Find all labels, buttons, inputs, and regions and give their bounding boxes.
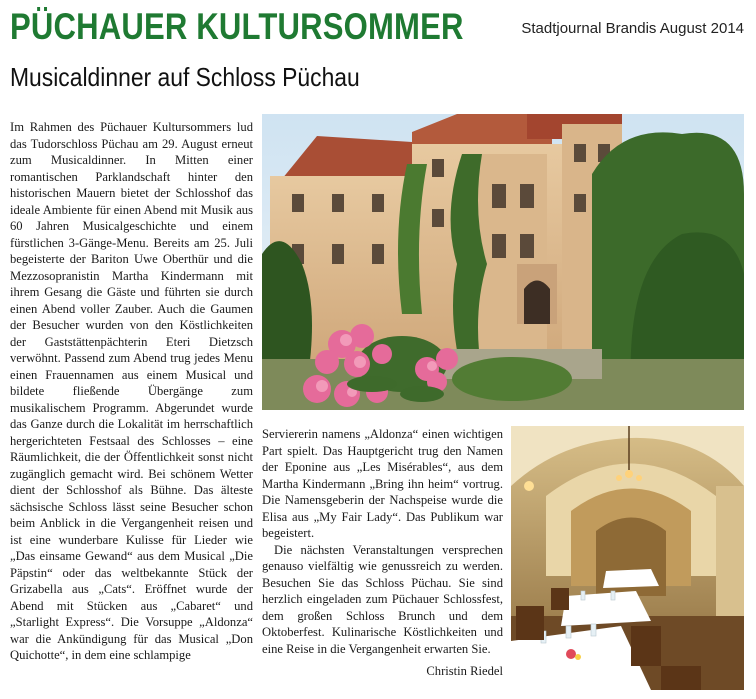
- author-name: Christin Riedel: [426, 664, 503, 678]
- article-column-2: [262, 426, 503, 680]
- article-title: Musicaldinner auf Schloss Püchau: [10, 62, 360, 92]
- article-paragraph-1: Im Rahmen des Püchauer Kultursommers lud das Tudorschloss Püchau am 29. August erneut zum Musicaldinner. In Mitten einer romantischen Parklandschaft hinter den historischen Mauern bietet der Schlosshof das ideale Ambiente für einen Abend mit Musik aus 60 Jahren Musicalgeschichte und einem fürstlichen 3-Gänge-Menu. Bereits am 25. Juli begeisterte der Bariton Uwe Oberthür und die Mezzosopranistin Martha Kindermann mit ihrem Gesang die Gäste und führten sie durch einen Abend voller Zauber. Auch die Gaumen der Besucher wurden von den Köstlichkeiten der Gaststättenpächterin Eteri Dietzsch verwöhnt. Passend zum Abend trug jedes Menu einen Frauennamen aus einem Musical und bildete fließende Übergänge zum musikalischem Programm. Abgerundet wurde das Ganze durch die Lokalität im herrschaftlich hergerichteten Festsaal des Schlosses – eine Räumlichkeit, die der Öffentlichkeit sonst nicht zugänglich gemacht wird. Bei schönem Wetter dient der Schlosshof als Bühne. Das älteste sächsische Schloss lässt seine Besucher schon beim Anblick in die Vergangenheit reisen und ist eine wunderbare Kulisse für Lieder wie „Das einsame Gewand“ aus dem Musical „Die Päpstin“ oder das weltbekannte Stück der Grizabella aus „Cats“. Eröffnet wurde der Abend mit Stücken aus „Cabaret“ und „Starlight Express“. Die Vorsuppe „Aldonza“ war die Ankündigung für das Musical „Don Quichotte“, in dem eine schlampige: [10, 120, 253, 662]
- journal-info: Stadtjournal Brandis August 2014: [521, 20, 744, 37]
- article-paragraph-2: Serviererin namens „Aldonza“ einen wichtigen Part spielt. Das Hauptgericht trug den Namen der Eponine aus „Les Misérables“, aus dem Martha Kindermann „Bring ihn heim“ vortrug. Die Namensgeberin der Nachspeise wurde die Elisa aus „My Fair Lady“. Das Publikum war begeistert.: [262, 427, 503, 540]
- dining-hall-photo: [511, 426, 744, 690]
- article-column-1: [10, 119, 253, 664]
- castle-courtyard-photo: [262, 114, 744, 410]
- article-paragraph-3: Die nächsten Veranstaltungen versprechen genauso vielfältig wie genussreich zu werden. Besuchen Sie das Schloss Püchau. Sie sind herzlich eingeladen zum Püchauer Schlossfest, dem großen Schloss Brunch und dem Oktoberfest. Kulinarische Köstlichkeiten und eine Reise in die Vergangenheit erwarten Sie.: [262, 542, 503, 656]
- masthead-title: PÜCHAUER KULTURSOMMER: [10, 6, 464, 47]
